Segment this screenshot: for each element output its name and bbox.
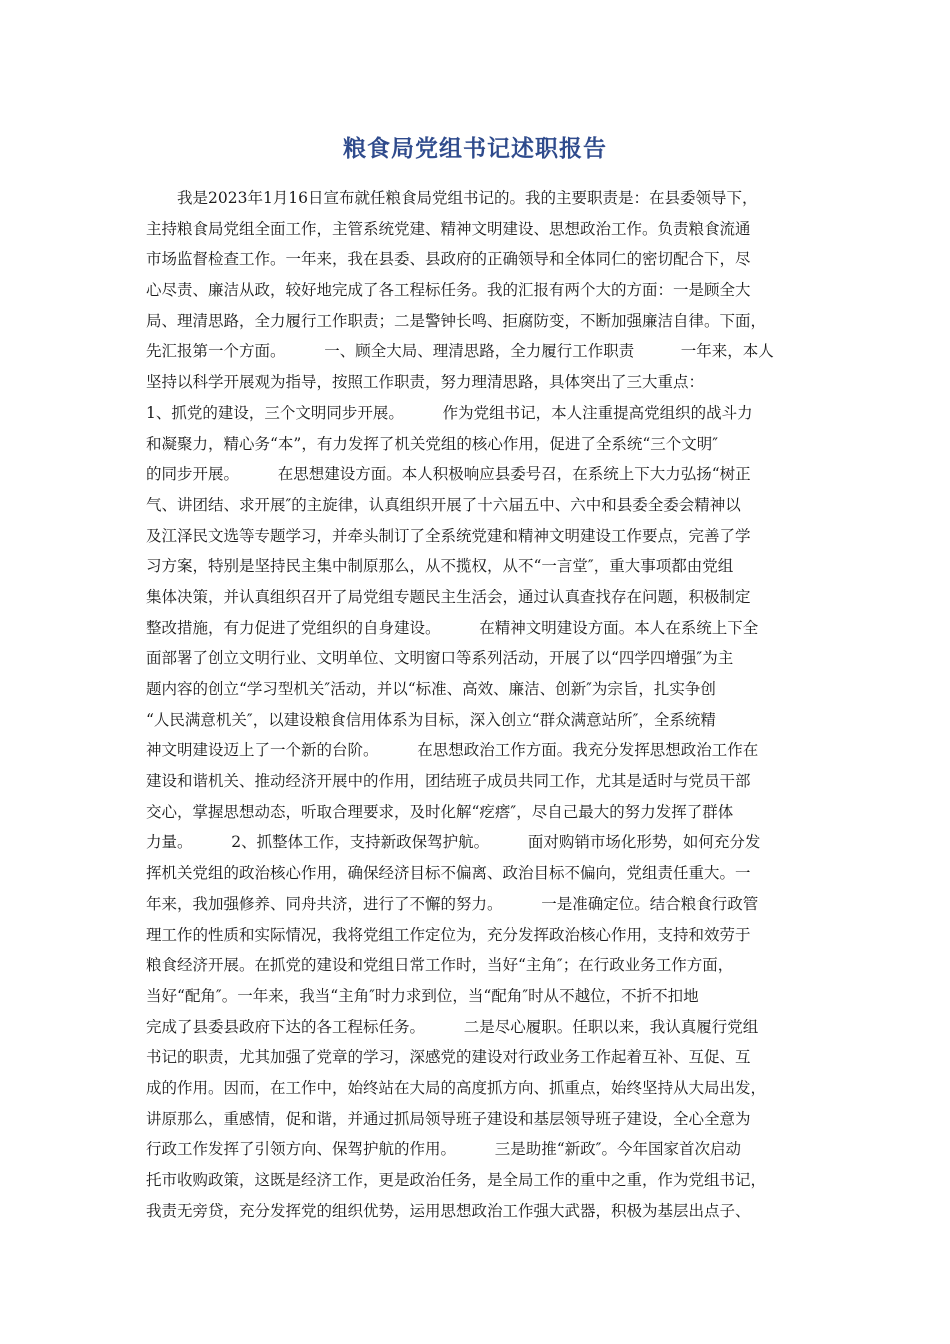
body-line: 及江泽民文选等专题学习，并牵头制订了全系统党建和精神文明建设工作要点，完善了学 <box>146 526 751 545</box>
body-line: 我是2023年1月16日宣布就任粮食局党组书记的。我的主要职责是：在县委领导下， <box>146 189 758 207</box>
document-title: 粮食局党组书记述职报告 <box>343 136 607 162</box>
body-line: 成的作用。因而，在工作中，始终站在大局的高度抓方向、抓重点，始终坚持从大局出发， <box>146 1078 767 1097</box>
body-line: 整改措施，有力促进了党组织的自身建设。 在精神文明建设方面。本人在系统上下全 <box>146 618 759 637</box>
body-line: 心尽责、廉洁从政，较好地完成了各工程标任务。我的汇报有两个大的方面：一是顾全大 <box>146 281 751 300</box>
body-line: 讲原那么，重感情，促和谐，并通过抓局领导班子建设和基层领导班子建设，全心全意为 <box>146 1109 751 1128</box>
body-line: 先汇报第一个方面。 一、顾全大局、理清思路，全力履行工作职责 一年来，本人 <box>146 342 774 361</box>
body-line: 年来，我加强修养、同舟共济，进行了不懈的努力。 一是准确定位。结合粮食行政管 <box>146 894 759 913</box>
body-line: 1、抓党的建设，三个文明同步开展。 作为党组书记，本人注重提高党组织的战斗力 <box>146 403 753 422</box>
body-line: 集体决策，并认真组织召开了局党组专题民主生活会，通过认真查找存在问题，积极制定 <box>146 587 751 606</box>
body-line: 当好“配角″。一年来，我当“主角″时力求到位，当“配角″时从不越位，不折不扣地 <box>146 986 699 1005</box>
body-line: 主持粮食局党组全面工作，主管系统党建、精神文明建设、思想政治工作。负责粮食流通 <box>146 219 751 238</box>
body-line: 建设和谐机关、推动经济开展中的作用，团结班子成员共同工作，尤其是适时与党员干部 <box>146 772 751 791</box>
body-line: 面部署了创立文明行业、文明单位、文明窗口等系列活动，开展了以“四学四增强″为主 <box>146 649 734 668</box>
body-line: 题内容的创立“学习型机关″活动，并以“标准、高效、廉洁、创新″为宗旨，扎实争创 <box>146 680 716 698</box>
body-line: 托市收购政策，这既是经济工作，更是政治任务，是全局工作的重中之重，作为党组书记， <box>146 1171 767 1189</box>
body-line: 局、理清思路，全力履行工作职责；二是警钟长鸣、拒腐防变，不断加强廉洁自律。下面， <box>146 311 767 330</box>
body-line: 行政工作发挥了引领方向、保驾护航的作用。 三是助推“新政″。今年国家首次启动 <box>146 1140 741 1159</box>
body-line: 习方案，特别是坚持民主集中制原那么，从不揽权，从不“一言堂″，重大事项都由党组 <box>146 557 734 576</box>
body-line: 理工作的性质和实际情况，我将党组工作定位为，充分发挥政治核心作用，支持和效劳于 <box>146 925 751 944</box>
body-line: 市场监督检查工作。一年来，我在县委、县政府的正确领导和全体同仁的密切配合下，尽 <box>146 250 751 269</box>
body-line: 书记的职责，尤其加强了党章的学习，深感党的建设对行政业务工作起着互补、互促、互 <box>146 1048 751 1067</box>
document-body <box>146 183 806 1226</box>
body-line: 我责无旁贷，充分发挥党的组织优势，运用思想政治工作强大武器，积极为基层出点子、 <box>146 1201 751 1220</box>
body-line: 坚持以科学开展观为指导，按照工作职责，努力理清思路，具体突出了三大重点： <box>146 373 705 392</box>
body-line: 和凝聚力，精心务“本”，有力发挥了机关党组的核心作用，促进了全系统“三个文明″ <box>146 434 719 453</box>
body-line: “人民满意机关″，以建设粮食信用体系为目标，深入创立“群众满意站所″，全系统精 <box>146 710 716 729</box>
body-line: 的同步开展。 在思想建设方面。本人积极响应县委号召，在系统上下大力弘扬“树正 <box>146 465 751 484</box>
body-line: 力量。 2、抓整体工作，支持新政保驾护航。 面对购销市场化形势，如何充分发 <box>146 833 761 852</box>
body-line: 气、讲团结、求开展″的主旋律，认真组织开展了十六届五中、六中和县委全委会精神以 <box>146 495 741 514</box>
body-line: 神文明建设迈上了一个新的台阶。 在思想政治工作方面。我充分发挥思想政治工作在 <box>146 741 759 760</box>
body-line: 完成了县委县政府下达的各工程标任务。 二是尽心履职。任职以来，我认真履行党组 <box>146 1017 759 1036</box>
body-line: 挥机关党组的政治核心作用，确保经济目标不偏离、政治目标不偏向，党组责任重大。一 <box>146 864 751 883</box>
body-line: 粮食经济开展。在抓党的建设和党组日常工作时，当好“主角″；在行政业务工作方面， <box>146 956 734 975</box>
body-line: 交心，掌握思想动态，听取合理要求，及时化解“疙瘩″，尽自己最大的努力发挥了群体 <box>146 802 734 821</box>
